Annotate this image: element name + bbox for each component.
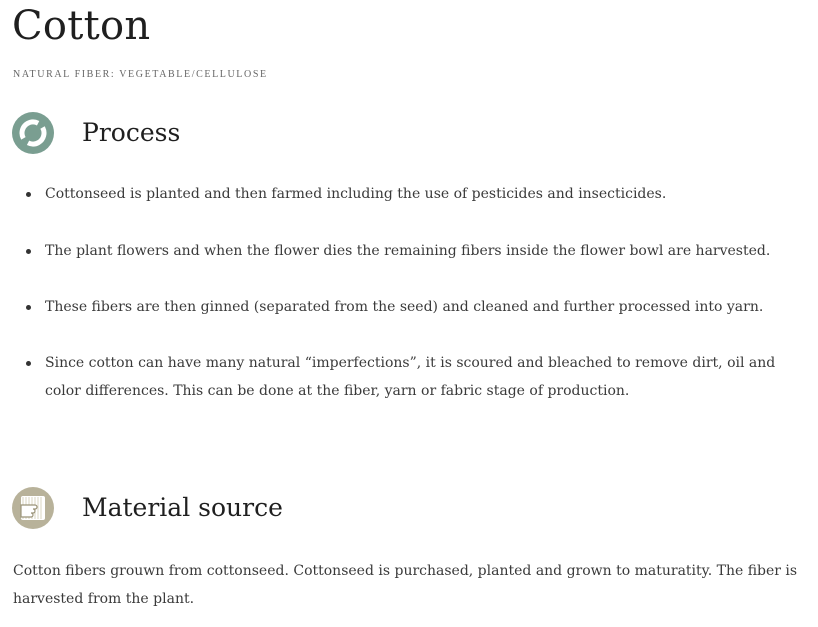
bullet-icon <box>26 361 31 366</box>
process-step-text: The plant flowers and when the flower dies the remaining fibers inside the flower bowl are harvested. <box>45 243 771 259</box>
bullet-icon <box>26 192 31 197</box>
hand-fabric-icon <box>12 487 54 529</box>
process-step-text: Since cotton can have many natural “imperfections”, it is scoured and bleached to remove dirt, oil and color differences. This can be done at the fiber, yarn or fabric stage of production. <box>45 355 776 399</box>
process-heading: Process <box>82 118 181 147</box>
material-source-heading: Material source <box>82 493 283 522</box>
recycle-circle-icon <box>12 112 54 154</box>
bullet-icon <box>26 249 31 254</box>
page-title: Cotton <box>12 3 151 49</box>
bullet-icon <box>26 305 31 310</box>
material-source-text: Cotton fibers grouwn from cottonseed. Cottonseed is purchased, planted and grown to maturatity. The fiber is harvested from the plant. <box>13 563 798 607</box>
material-source-section-header <box>12 486 283 530</box>
fiber-category-subtitle: NATURAL FIBER: VEGETABLE/CELLULOSE <box>13 69 268 80</box>
process-step-text: Cottonseed is planted and then farmed including the use of pesticides and insecticides. <box>45 186 667 202</box>
process-step-text: These fibers are then ginned (separated from the seed) and cleaned and further processed into yarn. <box>45 299 764 315</box>
process-section-header <box>12 111 180 155</box>
